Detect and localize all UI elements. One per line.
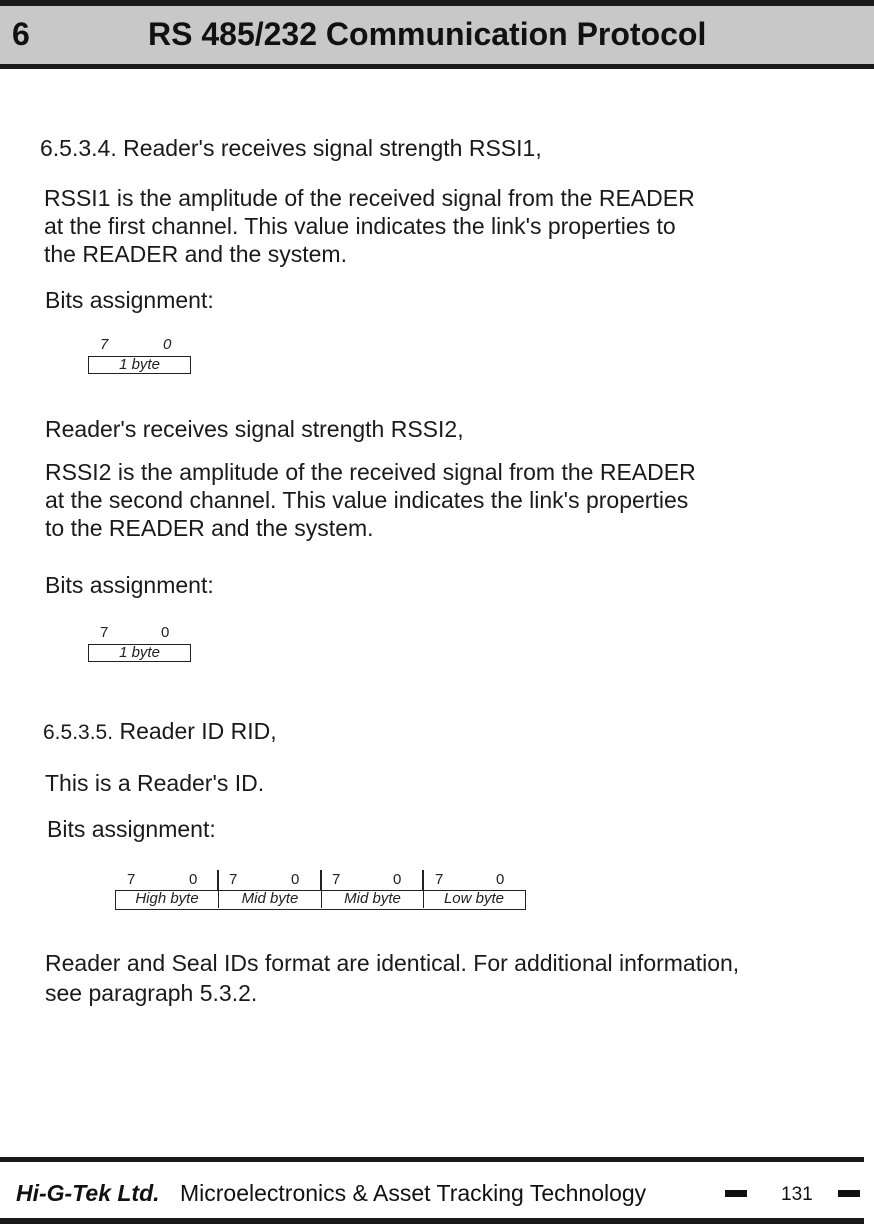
rid-bits-label: Bits assignment: <box>47 816 216 842</box>
rssi1-bits-label: Bits assignment: <box>45 287 214 313</box>
rid-heading-text: Reader ID RID, <box>119 718 277 744</box>
rid-byte-3-bit-high: 7 <box>332 871 341 888</box>
rssi2-byte-cell: 1 byte <box>88 644 191 662</box>
rid-byte-4-bit-high: 7 <box>435 871 444 888</box>
rssi1-heading: 6.5.3.4. Reader's receives signal strength RSSI1, <box>40 135 542 161</box>
rid-byte-cell-high: High byte <box>135 890 199 907</box>
rid-byte-4-bit-low: 0 <box>496 871 505 888</box>
rid-byte-cell-mid-2: Mid byte <box>321 891 423 908</box>
chapter-title: RS 485/232 Communication Protocol <box>148 16 707 52</box>
rid-byte-1-bit-high: 7 <box>127 871 136 888</box>
rid-heading <box>43 717 277 747</box>
rid-byte-1-bit-low: 0 <box>189 871 198 888</box>
rssi1-body-line-3: the READER and the system. <box>44 241 347 267</box>
rid-bit-diagram <box>115 870 527 914</box>
footer-bottom-rule <box>0 1218 864 1224</box>
rssi2-heading: Reader's receives signal strength RSSI2, <box>45 416 464 442</box>
rssi2-body-line-3: to the READER and the system. <box>45 515 374 541</box>
rssi2-bit-diagram <box>88 624 192 666</box>
rid-heading-number: 6.5.3.5. <box>43 721 114 744</box>
rid-divider-tick <box>422 870 424 890</box>
rssi2-bit-high: 7 <box>100 624 109 641</box>
rid-divider-tick <box>320 870 322 890</box>
rssi1-body-line-1: RSSI1 is the amplitude of the received signal from the READER <box>44 185 695 211</box>
rssi2-bit-low: 0 <box>161 624 170 641</box>
rid-body: This is a Reader's ID. <box>45 770 265 796</box>
rssi2-bits-label: Bits assignment: <box>45 572 214 598</box>
rid-byte-cell-low: Low byte <box>423 891 524 908</box>
rid-byte-2-bit-low: 0 <box>291 871 300 888</box>
rssi1-byte-cell: 1 byte <box>88 356 191 374</box>
rssi1-bit-low: 0 <box>163 336 172 353</box>
rssi1-bit-diagram <box>88 336 192 378</box>
rid-byte-2-bit-high: 7 <box>229 871 238 888</box>
rid-divider-tick <box>217 870 219 890</box>
footer-top-rule <box>0 1157 864 1162</box>
rssi1-body-line-2: at the first channel. This value indicates the link's properties to <box>44 213 676 239</box>
page-marker-left <box>725 1190 747 1197</box>
page-marker-right <box>838 1190 860 1197</box>
rid-byte-cell-mid-1: Mid byte <box>218 891 321 908</box>
rid-note-line-1: Reader and Seal IDs format are identical. For additional information, <box>45 950 740 976</box>
rssi2-body-line-1: RSSI2 is the amplitude of the received signal from the READER <box>45 459 696 485</box>
footer-company-name: Hi-G-Tek Ltd. <box>16 1180 160 1206</box>
rssi1-bit-high: 7 <box>100 336 109 353</box>
footer-tagline: Microelectronics & Asset Tracking Technology <box>180 1180 647 1206</box>
rid-byte-row <box>115 890 526 910</box>
chapter-number: 6 <box>12 16 30 52</box>
page-number: 131 <box>781 1184 813 1205</box>
rssi2-body-line-2: at the second channel. This value indicates the link's properties <box>45 487 689 513</box>
rid-note-line-2: see paragraph 5.3.2. <box>45 980 258 1006</box>
header-bottom-rule <box>0 64 874 69</box>
rid-byte-3-bit-low: 0 <box>393 871 402 888</box>
